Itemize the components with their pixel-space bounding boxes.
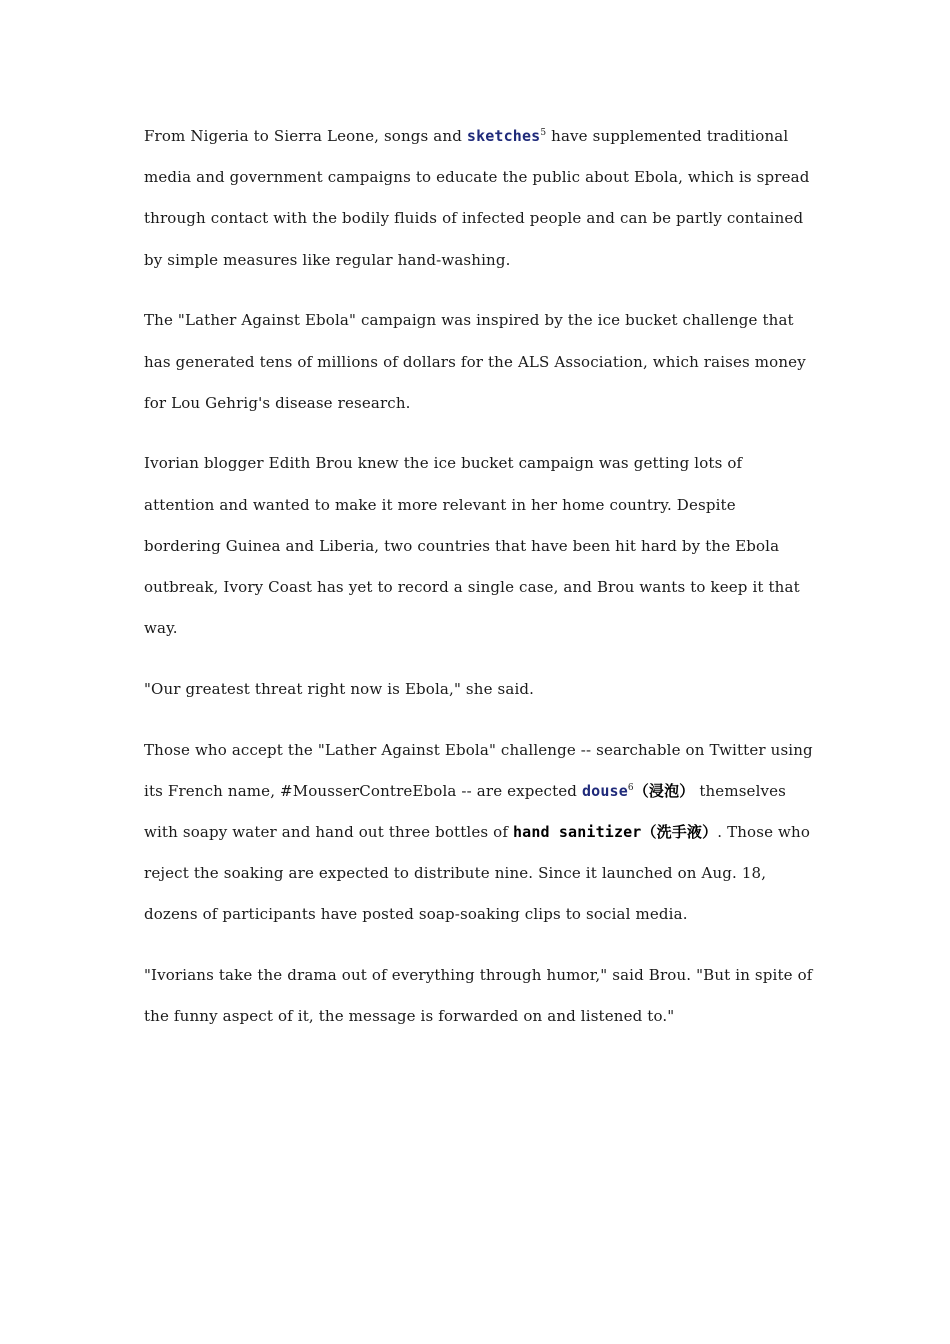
chinese-gloss-douse: （浸泡） [633,781,695,800]
paragraph-1-after: have supplemented traditional media and government campaigns to educate the public about Ebola, which is spread through contact with the bodily fluids of infected people and can be partly contained by simple measures like regular hand-washing. [144,127,810,269]
article-body [144,116,814,1057]
paragraph-1-before: From Nigeria to Sierra Leone, songs and [144,127,467,145]
paragraph-5 [144,730,814,936]
vocab-footnote-number: 5 [540,128,547,138]
chinese-gloss-hand-sanitizer: （洗手液） [641,823,718,842]
paragraph-2: The "Lather Against Ebola" campaign was inspired by the ice bucket challenge that has generated tens of millions of dollars for the ALS Association, which raises money for Lou Gehrig's disease research. [144,311,806,412]
paragraph-3: Ivorian blogger Edith Brou knew the ice bucket campaign was getting lots of attention and wanted to make it more relevant in her home country. Despite bordering Guinea and Liberia, two countries that have been hit hard by the Ebola outbreak, Ivory Coast has yet to record a single case, and Brou wants to keep it that way. [144,454,800,638]
vocab-word-sketches: sketches [466,127,541,145]
paragraph-5-after: . Those who reject the soaking are expected to distribute nine. Since it launched on Aug. 18, dozens of participants have posted soap-soaking clips to social media. [144,823,811,924]
paragraph-5-middle: themselves with soapy water and hand out three bottles of [144,781,787,842]
vocab-word-hand-sanitizer: hand sanitizer [512,823,642,842]
paragraph-1 [144,116,814,281]
paragraph-6: "Ivorians take the drama out of everything through humor," said Brou. "But in spite of the funny aspect of it, the message is forwarded on and listened to." [144,966,813,1026]
vocab-word-douse: douse [581,781,628,800]
paragraph-5-before: Those who accept the "Lather Against Ebola" challenge -- searchable on Twitter using its French name, #MousserContreEbola -- are expected [144,740,813,800]
vocab-footnote-number: 6 [627,782,634,793]
paragraph-4: "Our greatest threat right now is Ebola," she said. [144,679,535,698]
